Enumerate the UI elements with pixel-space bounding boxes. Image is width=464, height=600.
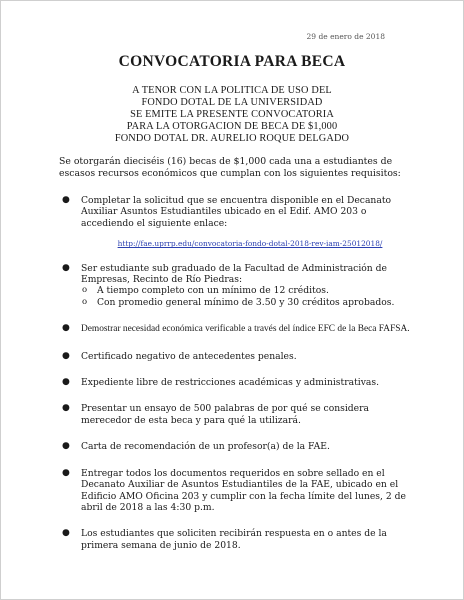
header-line: A TENOR CON LA POLITICA DE USO DEL bbox=[132, 85, 332, 96]
requirement-item bbox=[59, 195, 419, 250]
bullet-icon: ● bbox=[62, 441, 70, 452]
sub-requirement-item bbox=[81, 285, 419, 296]
requirement-text: Ser estudiante sub graduado de la Facultad de Administración de Empresas, Recinto de Río Piedras: bbox=[81, 262, 387, 286]
sub-requirement-text: A tiempo completo con un mínimo de 12 créditos. bbox=[97, 285, 329, 297]
header-line: FONDO DOTAL DR. AURELIO ROQUE DELGADO bbox=[114, 133, 350, 144]
requirement-text: Expediente libre de restricciones académicas y administrativas. bbox=[81, 377, 380, 389]
requirement-item bbox=[59, 403, 419, 426]
bullet-icon: ● bbox=[62, 350, 70, 361]
intro-paragraph: Se otorgarán dieciséis (16) becas de $1,000 cada una a estudiantes de escasos recursos económicos que cumplan con los siguientes requisitos: bbox=[59, 156, 401, 179]
application-link[interactable]: http://fae.uprrp.edu/convocatoria-fondo-dotal-2018-rev-iam-25012018/ bbox=[117, 239, 383, 249]
requirement-item bbox=[59, 351, 419, 362]
requirement-text: Demostrar necesidad económica verificable a través del índice EFC de la Beca FAFSA. bbox=[81, 324, 410, 335]
bullet-icon: ● bbox=[62, 262, 70, 273]
header-line: FONDO DOTAL DE LA UNIVERSIDAD bbox=[141, 97, 323, 108]
document-date: 29 de enero de 2018 bbox=[306, 32, 385, 41]
requirement-text: Los estudiantes que soliciten recibirán respuesta en o antes de la primera semana de junio de 2018. bbox=[81, 528, 387, 551]
requirement-text: Completar la solicitud que se encuentra disponible en el Decanato Auxiliar Asuntos Estudiantiles ubicado en el Edif. AMO 203 o accediendo el siguiente enlace: bbox=[81, 195, 392, 229]
requirement-item bbox=[59, 441, 419, 452]
sub-requirement-item bbox=[81, 297, 419, 308]
bullet-icon: ● bbox=[62, 528, 70, 539]
requirement-item bbox=[59, 528, 419, 551]
bullet-icon: ● bbox=[62, 195, 70, 205]
document-title: CONVOCATORIA PARA BECA bbox=[118, 53, 346, 70]
requirement-item bbox=[59, 263, 419, 309]
sub-requirements-list bbox=[81, 285, 419, 308]
sub-requirement-text: Con promedio general mínimo de 3.50 y 30 créditos aprobados. bbox=[97, 296, 395, 308]
header-block bbox=[1, 85, 463, 145]
header-line: SE EMITE LA PRESENTE CONVOCATORIA bbox=[130, 109, 334, 120]
requirement-item bbox=[59, 468, 419, 514]
requirement-item bbox=[59, 323, 419, 335]
requirement-text: Carta de recomendación de un profesor(a) de la FAE. bbox=[81, 441, 330, 453]
header-line: PARA LA OTORGACION DE BECA DE $1,000 bbox=[126, 121, 338, 132]
requirements-list bbox=[59, 195, 419, 551]
circle-bullet-icon: o bbox=[82, 296, 88, 307]
requirement-item bbox=[59, 377, 419, 388]
circle-bullet-icon: o bbox=[82, 285, 88, 296]
bullet-icon: ● bbox=[62, 323, 70, 334]
requirement-text: Presentar un ensayo de 500 palabras de por qué se considera merecedor de esta beca y para qué la utilizará. bbox=[81, 403, 369, 426]
requirement-text: Certificado negativo de antecedentes penales. bbox=[81, 350, 297, 362]
requirement-text: Entregar todos los documentos requeridos en sobre sellado en el Decanato Auxiliar de Asuntos Estudiantiles de la FAE, ubicado en el Edificio AMO Oficina 203 y cumplir con la fecha límite del lunes, 2 de abril de 2018 a las 4:30 p.m. bbox=[81, 467, 406, 513]
bullet-icon: ● bbox=[62, 377, 70, 388]
bullet-icon: ● bbox=[62, 403, 70, 414]
bullet-icon: ● bbox=[62, 467, 70, 478]
